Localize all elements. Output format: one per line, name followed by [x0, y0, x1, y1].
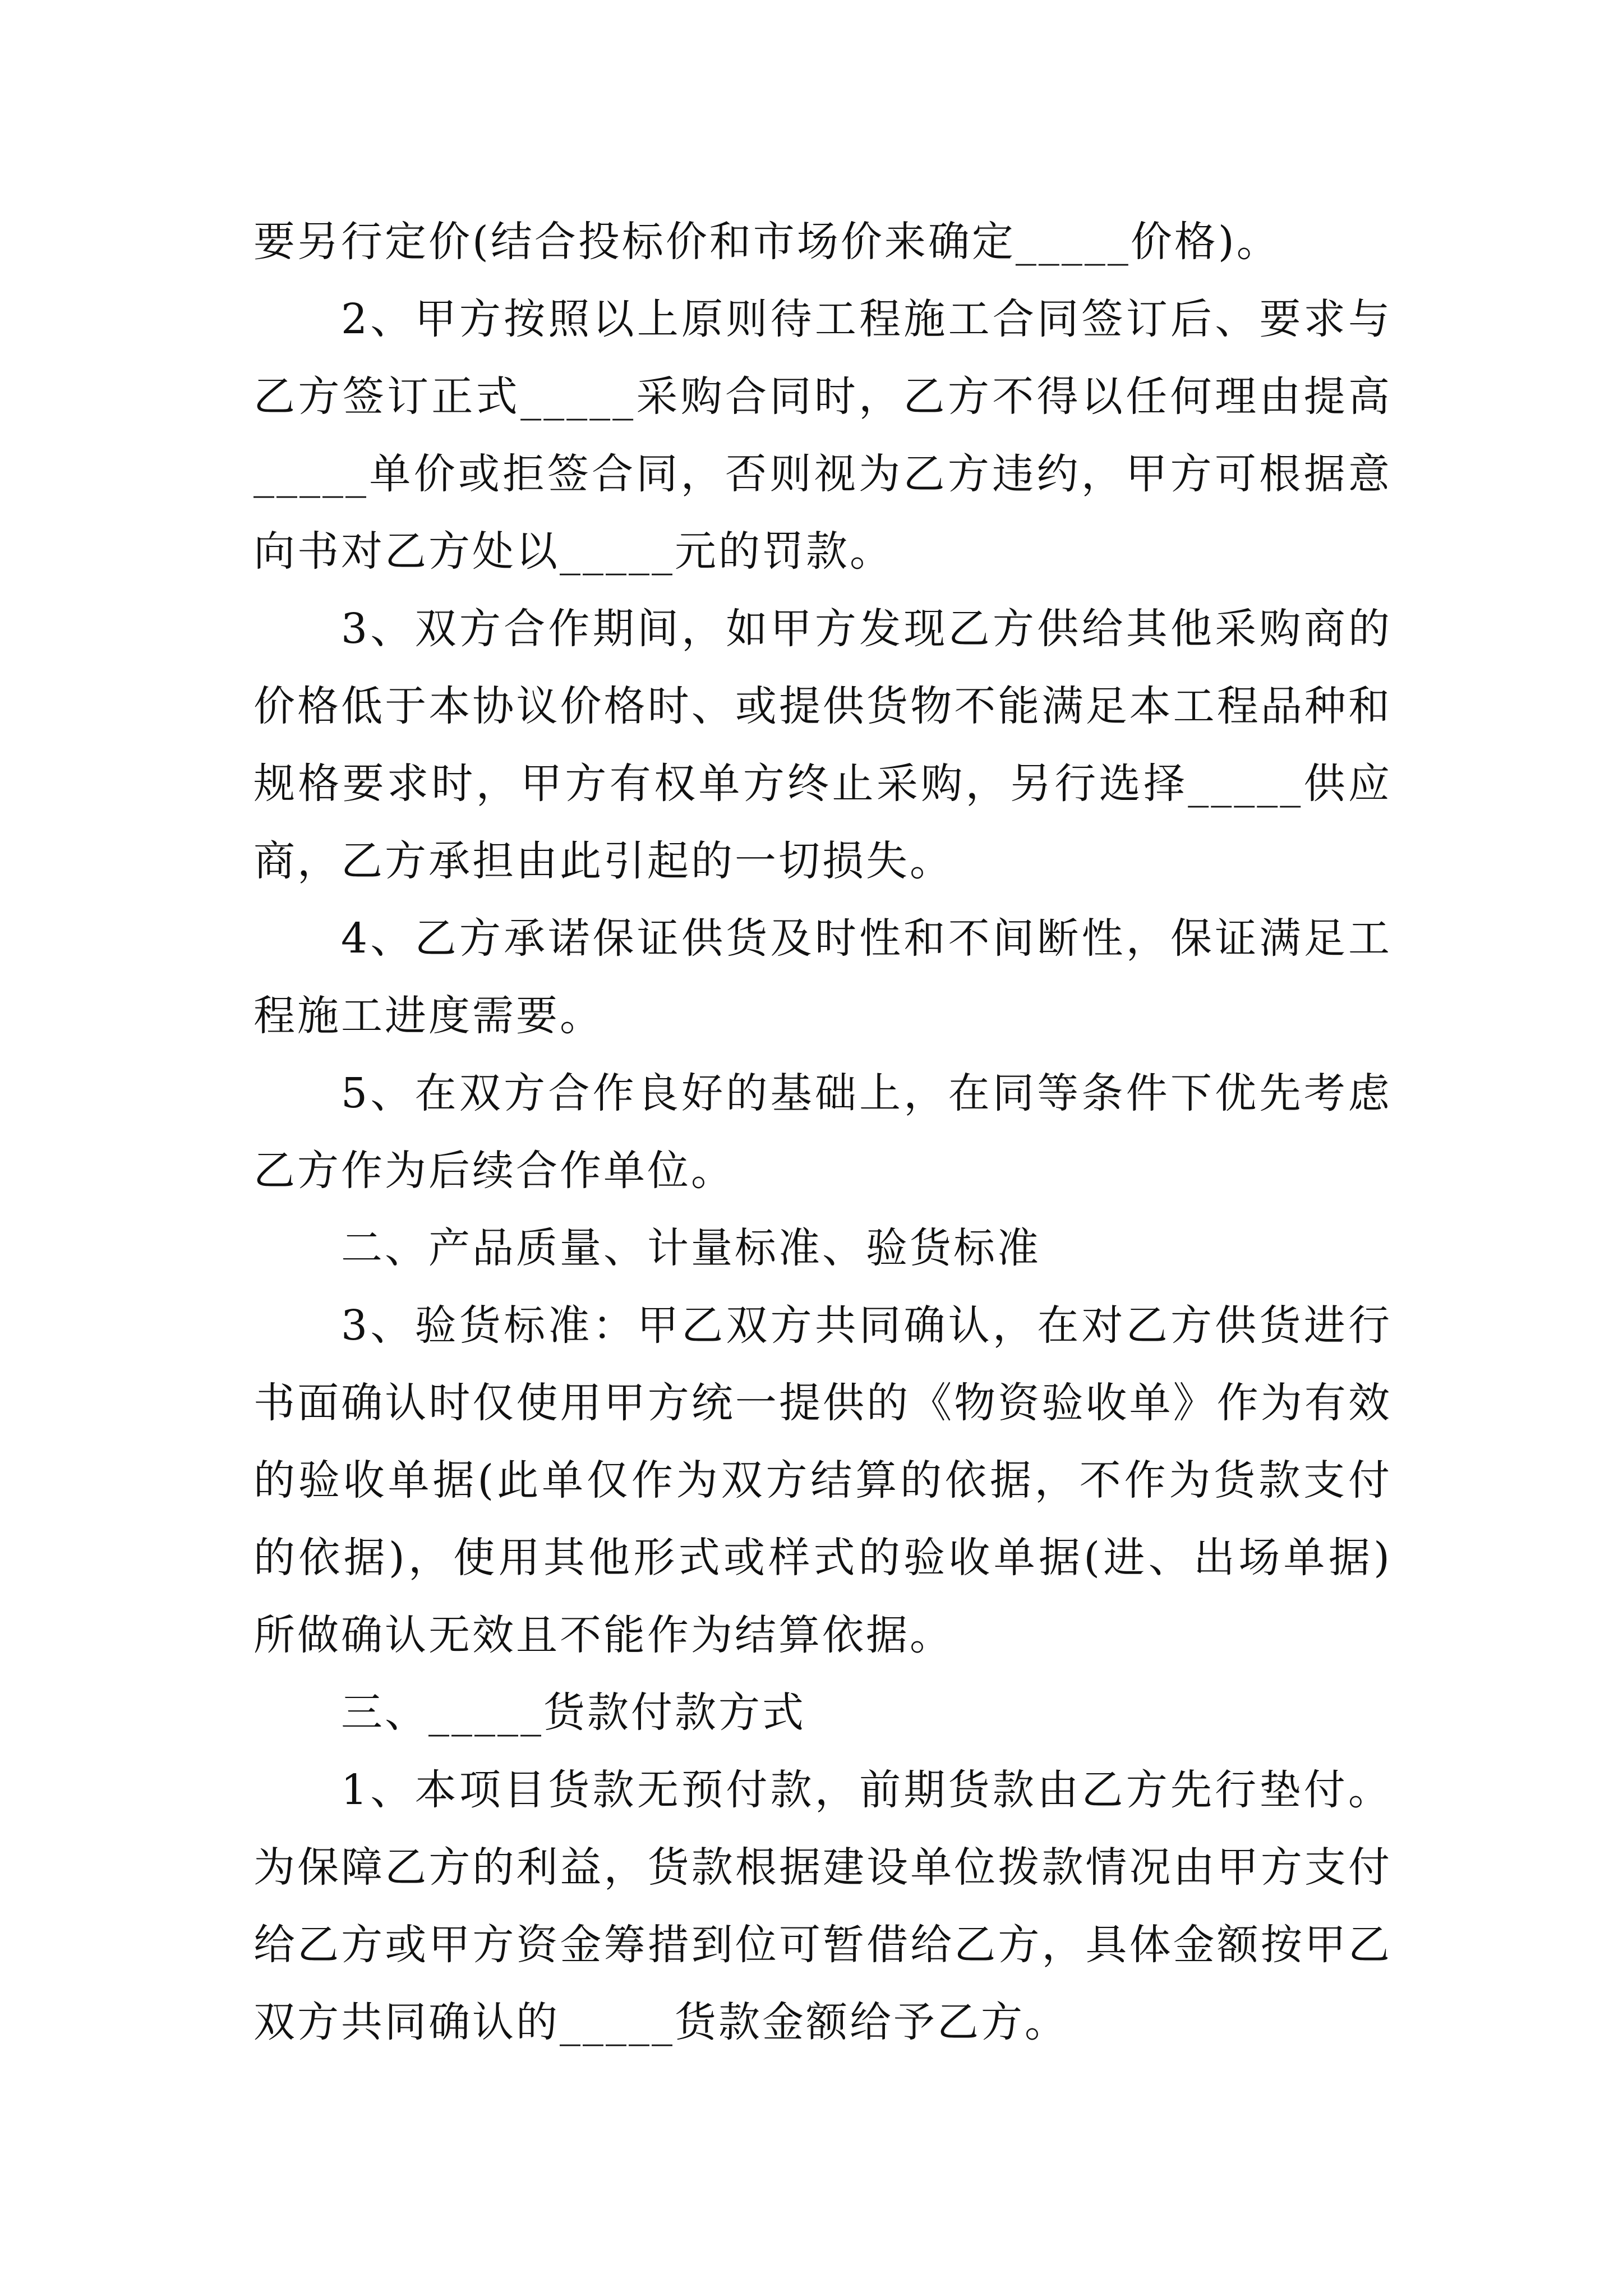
section-heading-quality: 二、产品质量、计量标准、验货标准 [341, 1224, 1041, 1272]
section-heading-payment: 三、_____货款付款方式 [341, 1688, 806, 1737]
paragraph-clause-4: 4、乙方承诺保证供货及时性和不间断性，保证满足工程施工进度需要。 [253, 914, 1392, 1040]
paragraph-clause-5: 5、在双方合作良好的基础上，在同等条件下优先考虑乙方作为后续合作单位。 [253, 1069, 1392, 1195]
document-page [253, 203, 1392, 2061]
paragraph-inspection-standard: 3、验货标准：甲乙双方共同确认，在对乙方供货进行书面确认时仅使用甲方统一提供的《物资验收单》作为有效的验收单据(此单仅作为双方结算的依据，不作为货款支付的依据)，使用其他形式或样式的验收单据(进、出场单据)所做确认无效且不能作为结算依据。 [253, 1301, 1392, 1659]
paragraph-clause-2: 2、甲方按照以上原则待工程施工合同签订后、要求与乙方签订正式_____采购合同时，乙方不得以任何理由提高_____单价或拒签合同，否则视为乙方违约，甲方可根据意向书对乙方处以_____元的罚款。 [253, 295, 1392, 576]
paragraph-payment-1: 1、本项目货款无预付款，前期货款由乙方先行垫付。为保障乙方的利益，货款根据建设单位拨款情况由甲方支付给乙方或甲方资金筹措到位可暂借给乙方，具体金额按甲乙双方共同确认的_____货款金额给予乙方。 [253, 1766, 1392, 2046]
paragraph-continuation: 要另行定价(结合投标价和市场价来确定_____价格)。 [253, 218, 1280, 266]
paragraph-clause-3: 3、双方合作期间，如甲方发现乙方供给其他采购商的价格低于本协议价格时、或提供货物不能满足本工程品种和规格要求时，甲方有权单方终止采购，另行选择_____供应商，乙方承担由此引起的一切损失。 [253, 605, 1392, 885]
